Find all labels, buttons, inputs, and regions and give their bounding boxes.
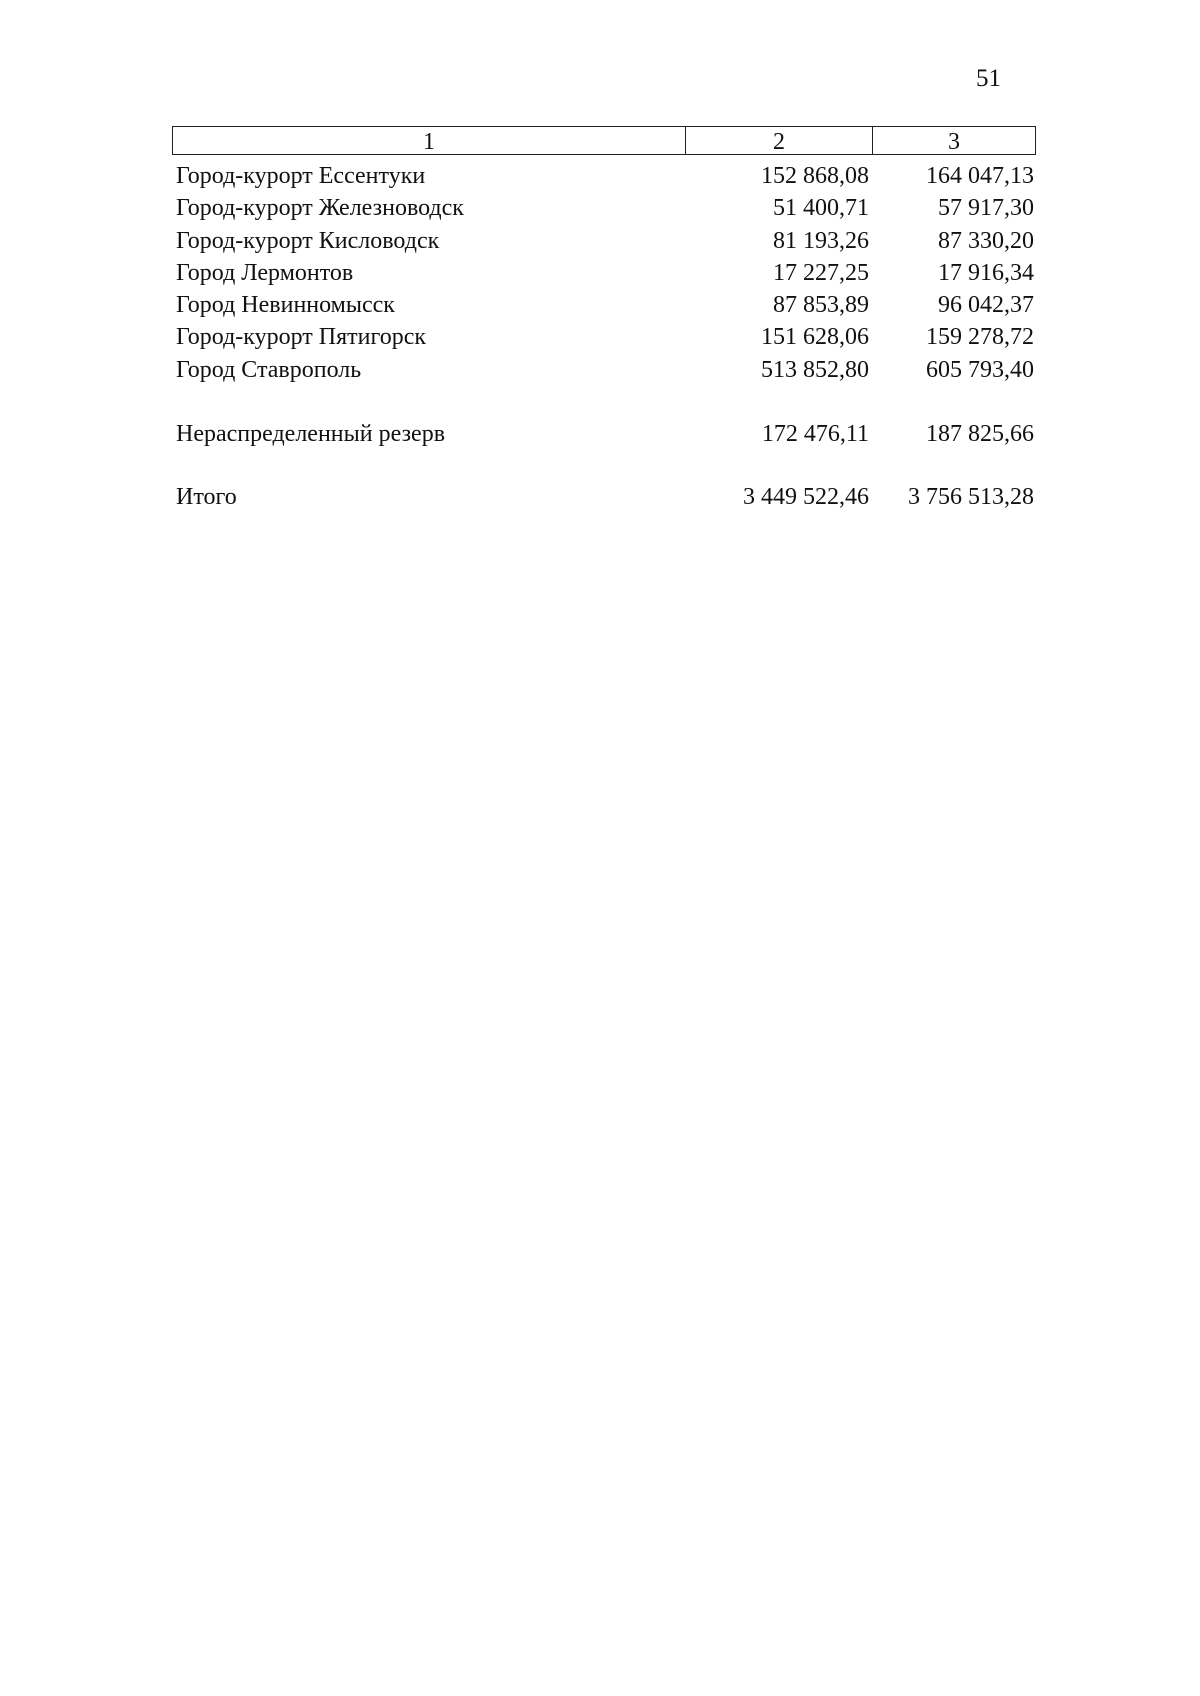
reserve-row (176, 418, 1036, 450)
row-value-col2: 513 852,80 (761, 356, 869, 383)
table-row (176, 192, 1036, 224)
table-row (176, 225, 1036, 257)
row-name: Город Ставрополь (176, 356, 362, 383)
page-number: 51 (976, 65, 1001, 92)
row-value-col2: 151 628,06 (761, 324, 869, 351)
table-header-cell-1: 1 (172, 126, 686, 155)
total-row (176, 481, 1036, 513)
row-value-col2: 87 853,89 (773, 292, 869, 319)
row-value-col2: 81 193,26 (773, 227, 869, 254)
table-header-cell-3: 3 (872, 126, 1036, 155)
row-value-col3: 605 793,40 (926, 356, 1034, 383)
table-row (176, 257, 1036, 289)
table-body (176, 160, 1036, 386)
total-value-col3: 3 756 513,28 (908, 484, 1034, 510)
table-header-row (172, 126, 1036, 157)
row-name: Город Невинномысск (176, 292, 395, 319)
table-row (176, 321, 1036, 353)
row-value-col3: 164 047,13 (926, 163, 1034, 189)
row-name: Город-курорт Кисловодск (176, 227, 440, 254)
reserve-value-col3: 187 825,66 (926, 421, 1034, 447)
row-value-col3: 87 330,20 (938, 227, 1034, 254)
total-value-col2: 3 449 522,46 (743, 484, 869, 510)
table-row (176, 160, 1036, 192)
row-value-col3: 96 042,37 (938, 292, 1034, 319)
row-value-col2: 17 227,25 (773, 259, 869, 286)
row-value-col3: 17 916,34 (938, 259, 1034, 286)
row-value-col2: 152 868,08 (761, 163, 869, 189)
row-name: Город-курорт Железноводск (176, 195, 464, 222)
table-row (176, 289, 1036, 321)
row-name: Город-курорт Пятигорск (176, 324, 427, 351)
row-name: Город Лермонтов (176, 259, 354, 286)
row-value-col2: 51 400,71 (773, 195, 869, 222)
table-row (176, 354, 1036, 386)
reserve-label: Нераспределенный резерв (176, 421, 446, 447)
row-value-col3: 159 278,72 (926, 324, 1034, 351)
reserve-value-col2: 172 476,11 (761, 421, 869, 447)
total-label: Итого (176, 484, 237, 510)
table-header-cell-2: 2 (685, 126, 873, 155)
row-name: Город-курорт Ессентуки (176, 163, 426, 189)
row-value-col3: 57 917,30 (938, 195, 1034, 222)
